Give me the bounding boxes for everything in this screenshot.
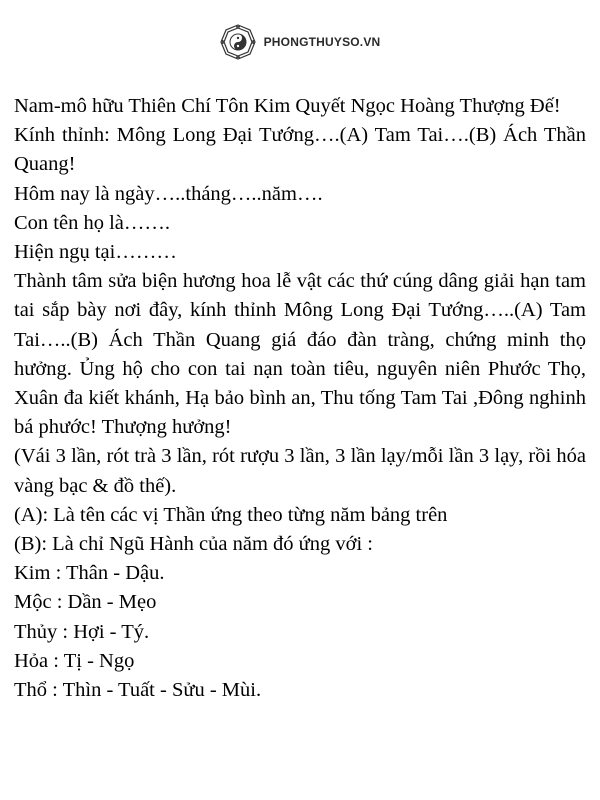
invitation-line: Kính thỉnh: Mông Long Đại Tướng….(A) Tam Tai….(B) Ách Thần Quang! (14, 124, 586, 176)
document-body (14, 92, 586, 705)
note-a: (A): Là tên các vị Thần ứng theo từng năm bảng trên (14, 503, 448, 526)
name-line: Con tên họ là……. (14, 211, 171, 234)
date-line: Hôm nay là ngày…..tháng…..năm…. (14, 182, 323, 205)
element-tho: Thổ : Thìn - Tuất - Sửu - Mùi. (14, 679, 262, 702)
element-thuy: Thủy : Hợi - Tý. (14, 620, 150, 643)
site-logo (0, 22, 600, 62)
address-line: Hiện ngụ tại……… (14, 241, 177, 264)
ritual-instruction: (Vái 3 lần, rót trà 3 lần, rót rượu 3 lần, 3 lần lạy/mỗi lần 3 lạy, rồi hóa vàng bạc & đồ thế). (14, 445, 586, 497)
note-b: (B): Là chỉ Ngũ Hành của năm đó ứng với : (14, 533, 373, 556)
element-moc: Mộc : Dần - Mẹo (14, 591, 157, 614)
element-hoa: Hỏa : Tị - Ngọ (14, 649, 135, 672)
element-kim: Kim : Thân - Dậu. (14, 562, 165, 585)
prayer-paragraph: Thành tâm sửa biện hương hoa lễ vật các thứ cúng dâng giải hạn tam tai sắp bày nơi đây, kính thỉnh Mông Long Đại Tướng…..(A) Tam Tai…..(B) Ách Thần Quang giá đáo đàn tràng, chứng minh thọ hưởng. Ủng hộ cho con tai nạn toàn tiêu, nguyên niên Phước Thọ, Xuân đa kiết khánh, Hạ bảo bình an, Thu tống Tam Tai ,Đông nghinh bá phước! Thượng hưởng! (14, 270, 586, 439)
yin-yang-emblem-icon (220, 24, 256, 60)
logo-text: PHONGTHUYSO.VN (263, 35, 381, 49)
invocation-line: Nam-mô hữu Thiên Chí Tôn Kim Quyết Ngọc Hoàng Thượng Đế! (14, 95, 561, 117)
